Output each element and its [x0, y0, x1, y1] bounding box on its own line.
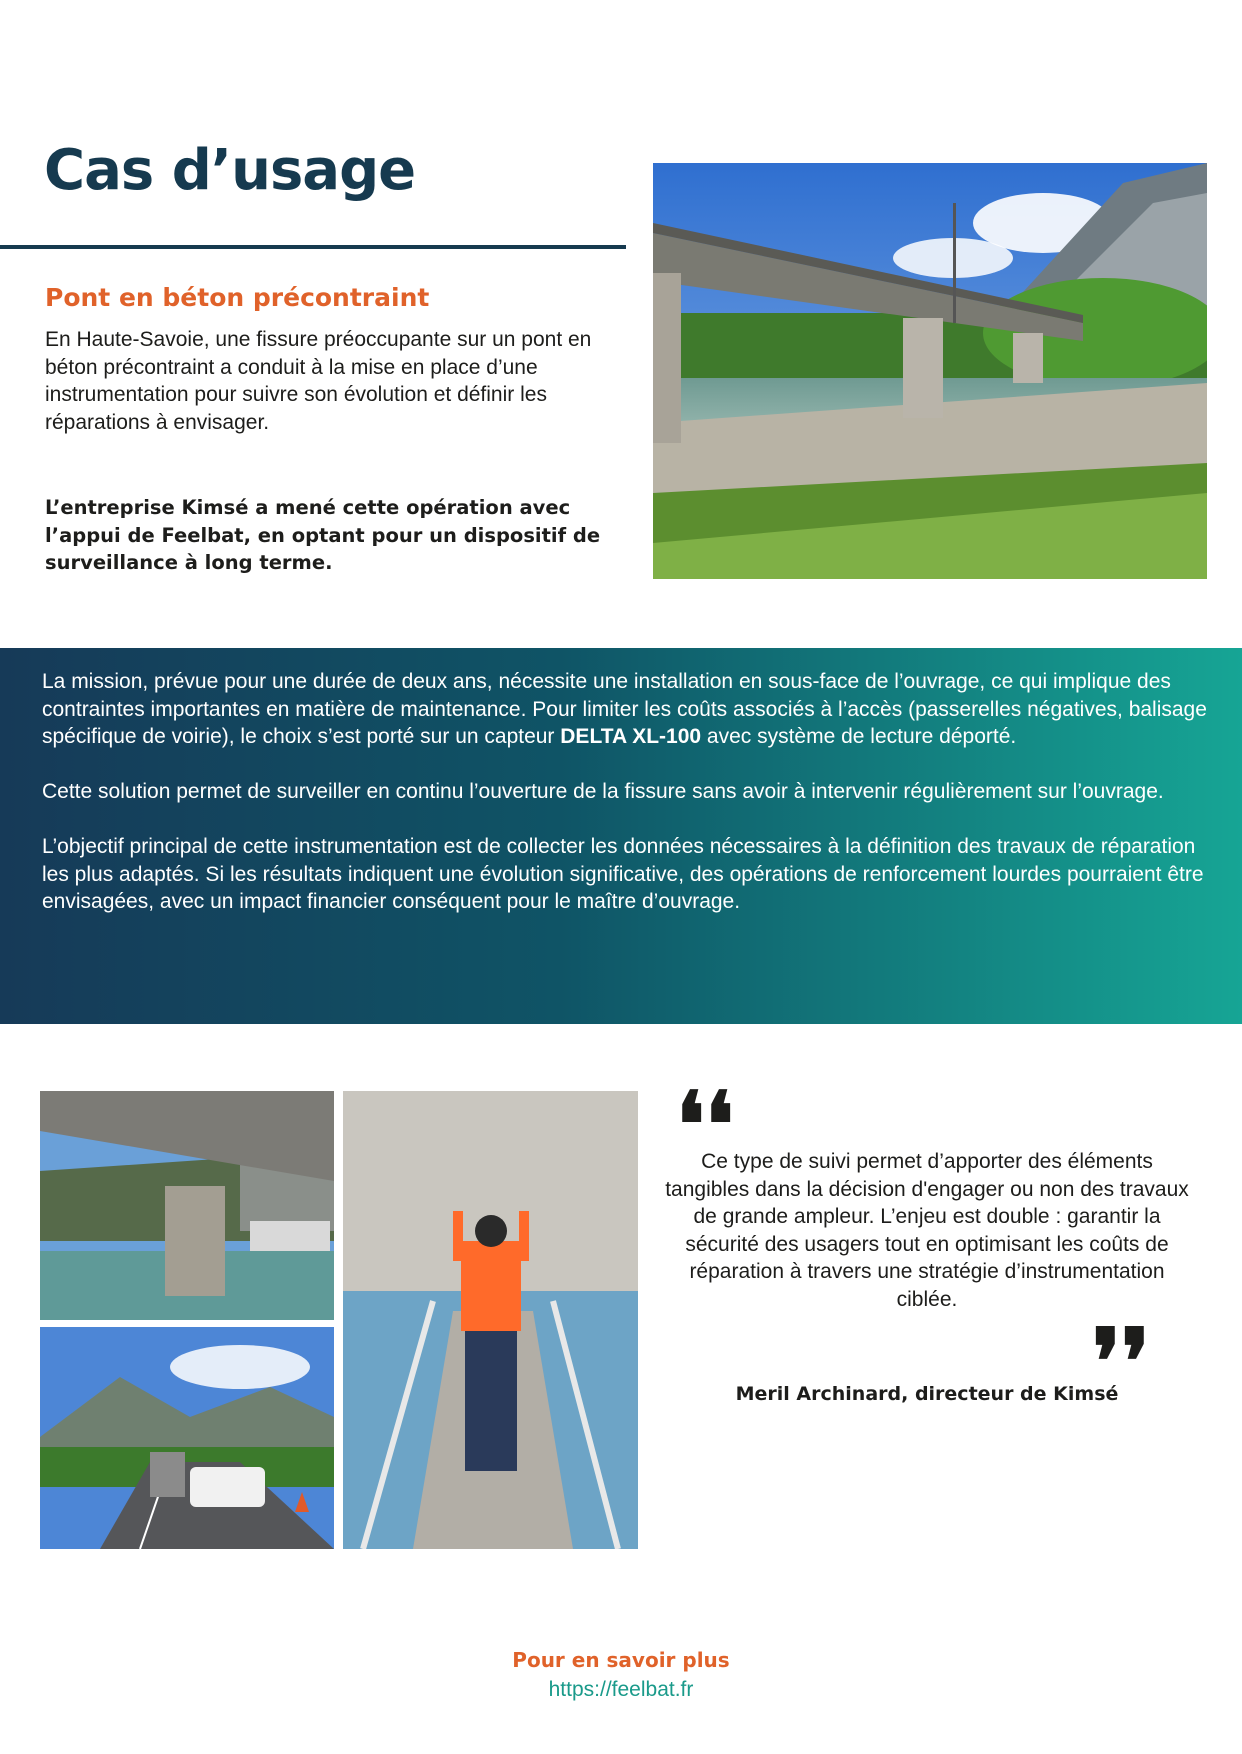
footer-label: Pour en savoir plus [512, 1648, 730, 1672]
bridge-photo [653, 163, 1207, 579]
worker-photo [343, 1091, 638, 1549]
page-title: Cas d’usage [44, 138, 416, 203]
quote-close-icon: ❜❜ [1092, 1309, 1151, 1415]
mission-paragraph-2: Cette solution permet de surveiller en continu l’ouverture de la fissure sans avoir à intervenir régulièrement sur l’ouvrage. [42, 780, 1164, 803]
sensor-name: DELTA XL-100 [560, 725, 702, 748]
intro-bold-paragraph: L’entreprise Kimsé a mené cette opération avec l’appui de Feelbat, en optant pour un dispositif de surveillance à long terme. [45, 496, 601, 574]
mission-text [42, 668, 1212, 943]
under-bridge-photo [40, 1091, 334, 1320]
road-van-photo [40, 1327, 334, 1549]
testimonial-author: Meril Archinard, directeur de Kimsé [735, 1383, 1119, 1405]
title-divider [0, 245, 626, 249]
mission-paragraph-3: L’objectif principal de cette instrumentation est de collecter les données nécessaires à la définition des travaux de réparation les plus adaptés. Si les résultats indiquent une évolution significative, des opérations de renforcement lourdes pourraient être envisagées, avec un impact financier conséquent pour le maître d’ouvrage. [42, 835, 1204, 913]
footer-link[interactable]: https://feelbat.fr [548, 1678, 694, 1701]
intro-paragraph: En Haute-Savoie, une fissure préoccupante sur un pont en béton précontraint a conduit à la mise en place d’une instrumentation pour suivre son évolution et définir les réparations à envisager. [45, 328, 592, 434]
case-subtitle: Pont en béton précontraint [45, 283, 430, 312]
mission-paragraph-1: La mission, prévue pour une durée de deux ans, nécessite une installation en sous-face de l’ouvrage, ce qui implique des contraintes importantes en matière de maintenance. Pour limiter les coûts associés à l’accès (passerelles négatives, balisage spécifique de voirie), le choix s’est porté sur un capteur DELTA XL-100 avec système de lecture déporté. [42, 670, 1207, 748]
quote-open-icon: ❛❛ [676, 1072, 735, 1178]
testimonial-quote: Ce type de suivi permet d’apporter des éléments tangibles dans la décision d'engager ou non des travaux de grande ampleur. L’enjeu est double : garantir la sécurité des usagers tout en optimisant les coûts de réparation à travers une stratégie d’instrumentation ciblée. [665, 1150, 1189, 1311]
